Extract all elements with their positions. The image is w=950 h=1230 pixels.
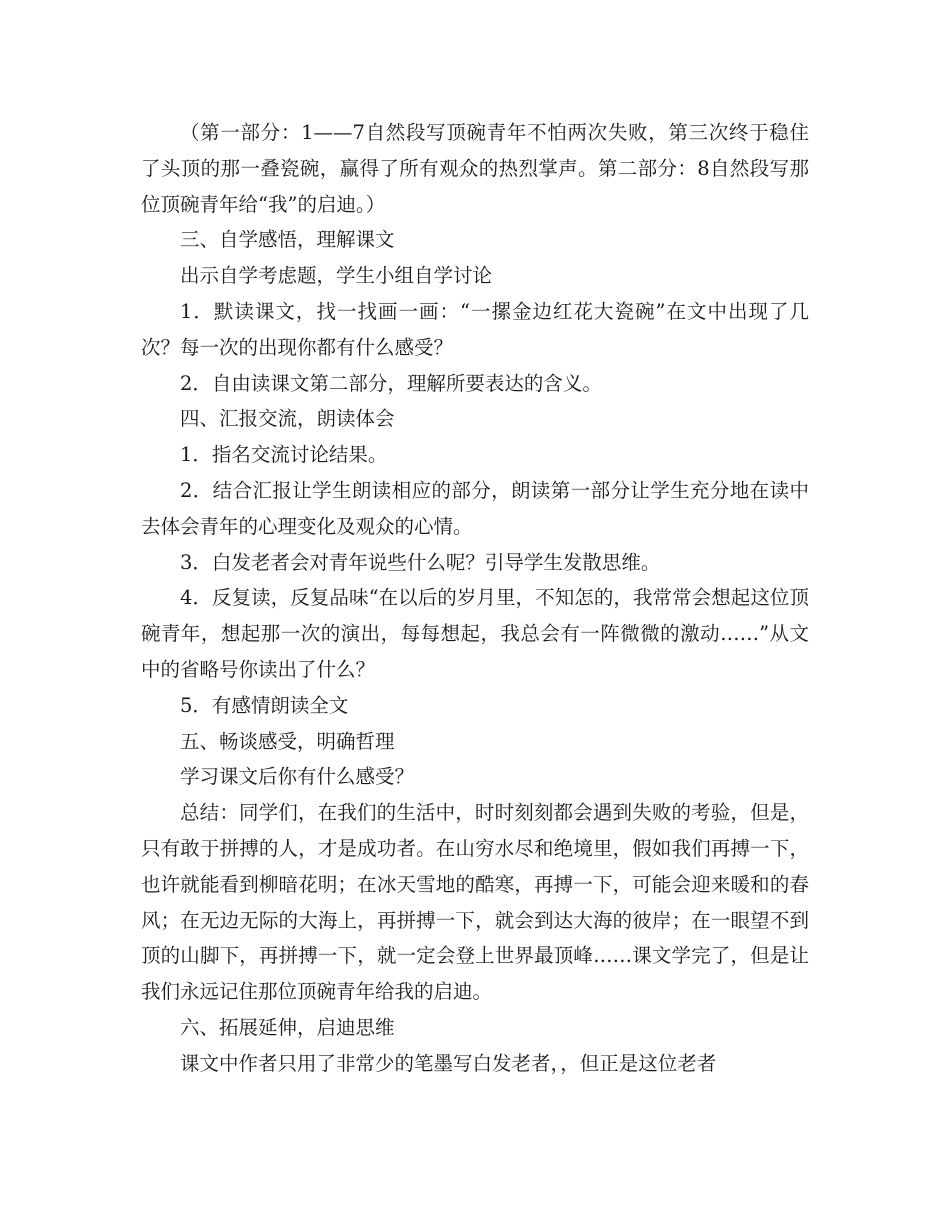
paragraph-summary: 总结：同学们，在我们的生活中，时时刻刻都会遇到失败的考验，但是，只有敢于拼搏的人，才是成功者。在山穷水尽和绝境里，假如我们再搏一下，也许就能看到柳暗花明；在冰天雪地的酷寒，再搏一下，可能会迎来暖和的春风；在无边无际的大海上，再拼搏一下，就会到达大海的彼岸；在一眼望不到顶的山脚下，再拼搏一下，就一定会登上世界最顶峰……课文学完了，但是让我们永远记住那位顶碗青年给我的启迪。	[141, 801, 809, 1004]
section-heading-3: 三、自学感悟，理解课文	[180, 228, 395, 252]
list-item-4-2: 2．结合汇报让学生朗读相应的部分，朗读第一部分让学生充分地在读中去体会青年的心理变化及观众的心情。	[141, 478, 809, 538]
paragraph-extension: 课文中作者只用了非常少的笔墨写白发老者，，但正是这位老者	[180, 1051, 717, 1075]
list-item-3-1: 1．默读课文，找一找画一画：“一摞金边红花大瓷碗”在文中出现了几次？每一次的出现你都有什么感受？	[141, 299, 809, 359]
section-heading-6: 六、拓展延伸，启迪思维	[180, 1015, 395, 1039]
list-item-4-1: 1．指名交流讨论结果。	[180, 443, 388, 467]
section-heading-4: 四、汇报交流，朗读体会	[180, 407, 395, 431]
list-item-3-2: 2．自由读课文第二部分，理解所要表达的含义。	[180, 371, 602, 395]
list-item-4-3: 3．白发老者会对青年说些什么呢？引导学生发散思维。	[180, 550, 661, 574]
section-heading-5: 五、畅谈感受，明确哲理	[180, 729, 395, 753]
paragraph-question: 学习课文后你有什么感受？	[180, 765, 415, 789]
list-item-4-5: 5．有感情朗读全文	[180, 693, 349, 717]
paragraph-part-division: （第一部分：1——7自然段写顶碗青年不怕两次失败，第三次终于稳住了头顶的那一叠瓷碗，赢得了所有观众的热烈掌声。第二部分：8自然段写那位顶碗青年给“我”的启迪。）	[141, 121, 809, 216]
list-item-4-4: 4．反复读，反复品味“在以后的岁月里，不知怎的，我常常会想起这位顶碗青年，想起那一次的演出，每每想起，我总会有一阵微微的激动……”从文中的省略号你读出了什么？	[141, 586, 809, 681]
document-body	[141, 115, 809, 1082]
paragraph-self-study-intro: 出示自学考虑题，学生小组自学讨论	[180, 264, 493, 288]
